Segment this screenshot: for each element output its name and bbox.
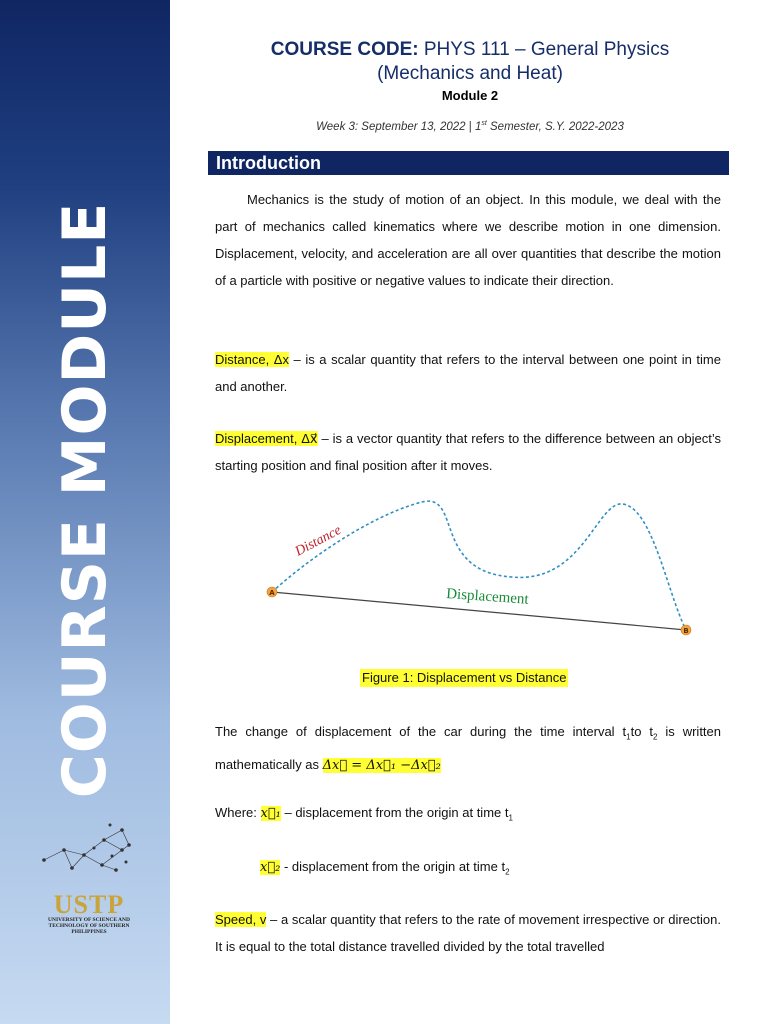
change-text3: is written mathematically as [215, 724, 721, 772]
x2-symbol: x⃗₂ [260, 860, 281, 875]
distance-label: Distance [292, 522, 344, 560]
speed-text: – a scalar quantity that refers to the rate of movement irrespective or direction. It is equal to the total distance travelled divided by the total travelled [215, 912, 721, 954]
where-line-2 [260, 853, 720, 886]
course-title: PHYS 111 – General Physics [423, 39, 670, 60]
separator: | [468, 120, 472, 133]
week-line [210, 120, 730, 133]
displacement-label: Displacement [445, 586, 530, 608]
displacement-term: Displacement, Δx⃗ [215, 431, 318, 446]
intro-paragraph: Mechanics is the study of motion of an object. In this module, we deal with the part of mechanics called kinematics where we describe motion in one dimension. Displacement, velocity, and acceleration are all over quantities that describe the motion of a particle with positive or negative values to indicate their direction. [215, 192, 721, 288]
change-sub1: 1 [626, 732, 631, 742]
x1-sub: 1 [508, 813, 513, 823]
x2-sub: 2 [505, 867, 510, 877]
semester-sup: st [481, 120, 487, 127]
figure-caption: Figure 1: Displacement vs Distance [362, 670, 567, 685]
x2-text: - displacement from the origin at time t [280, 859, 506, 874]
course-title-line1 [210, 38, 730, 62]
change-text2: to t [630, 724, 653, 739]
where-line-1 [215, 799, 721, 832]
semester-text: Semester, S.Y. 2022-2023 [490, 120, 624, 133]
where-label: Where: [215, 805, 261, 820]
course-code-label: COURSE CODE: [270, 39, 419, 60]
distance-text: – is a scalar quantity that refers to the interval between one point in time and another. [215, 352, 721, 394]
semester-num: 1 [474, 120, 482, 133]
displacement-formula: Δx⃗ = Δx⃗₁ −Δx⃗₂ [322, 757, 441, 773]
displacement-distance-figure [262, 492, 702, 642]
x1-text: – displacement from the origin at time t [280, 805, 509, 820]
distance-definition [215, 346, 721, 400]
displacement-definition [215, 425, 721, 479]
change-text1: The change of displacement of the car during the time interval t [215, 724, 627, 739]
point-a-label: A [269, 589, 275, 597]
logo-text: USTP [53, 890, 125, 919]
course-title-line2: (Mechanics and Heat) [377, 63, 563, 84]
change-sub2: 2 [652, 732, 658, 742]
logo-subtext: UNIVERSITY OF SCIENCE AND TECHNOLOGY OF SOUTHERN PHILIPPINES [48, 917, 130, 935]
week-text: Week 3: September 13, 2022 [316, 120, 466, 133]
section-heading: Introduction [208, 151, 729, 175]
change-paragraph [215, 718, 721, 779]
sidebar [0, 0, 170, 1024]
point-b-label: B [683, 627, 689, 635]
distance-term: Distance, Δx [215, 352, 289, 367]
speed-term: Speed, v [215, 912, 267, 927]
displacement-text: – is a vector quantity that refers to the difference between an object’s starting position and final position after it moves. [215, 431, 721, 473]
sidebar-title: COURSE MODULE [50, 201, 120, 799]
x1-symbol: x⃗₁ [260, 806, 281, 821]
module-label: Module 2 [441, 88, 499, 103]
speed-definition [215, 906, 721, 960]
page-header [210, 38, 730, 103]
